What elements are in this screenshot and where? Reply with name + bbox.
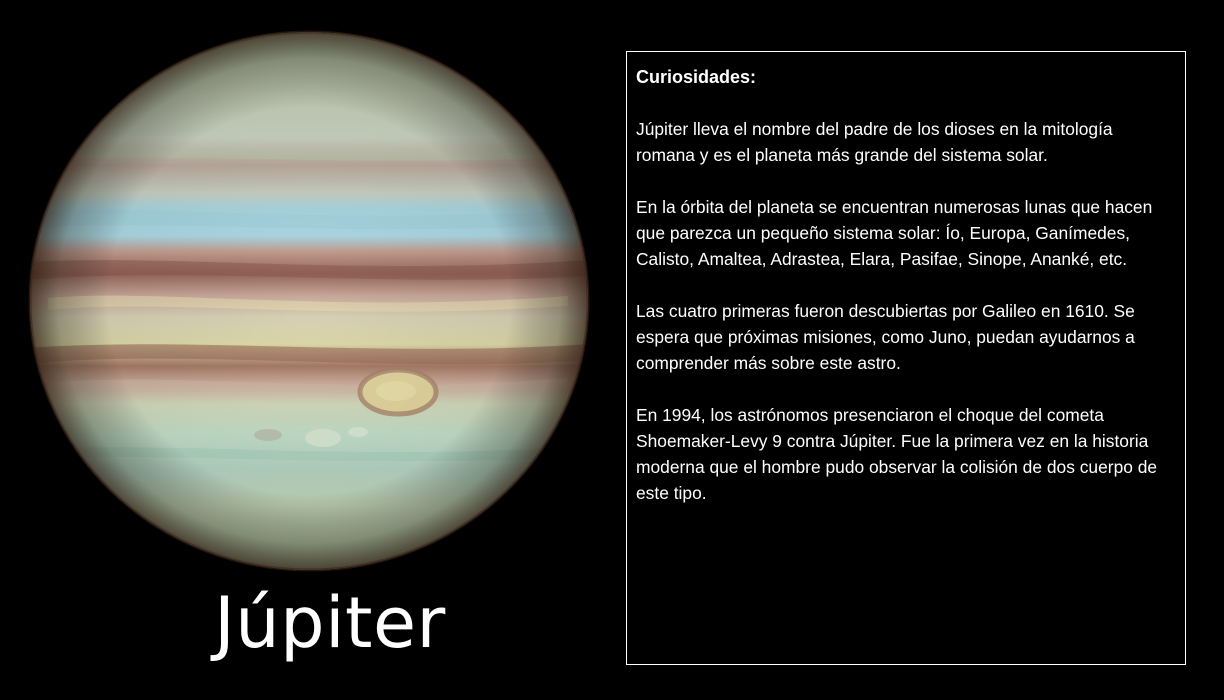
curiosity-paragraph: Júpiter lleva el nombre del padre de los dioses en la mitología romana y es el planeta más grande del sistema solar.	[636, 119, 1113, 165]
curiosity-paragraph: En la órbita del planeta se encuentran numerosas lunas que hacen que parezca un pequeño sistema solar: Ío, Europa, Ganímedes, Calisto, Amaltea, Adrastea, Elara, Pasifae, Sinope, Ananké, etc.	[636, 197, 1153, 269]
curiosities-heading: Curiosidades:	[636, 67, 757, 87]
curiosities-box	[626, 51, 1186, 665]
jupiter-illustration	[28, 30, 590, 572]
planet-title: Júpiter	[214, 582, 446, 664]
curiosity-paragraph: Las cuatro primeras fueron descubiertas por Galileo en 1610. Se espera que próximas misiones, como Juno, puedan ayudarnos a comprender más sobre este astro.	[636, 301, 1135, 373]
curiosity-paragraph: En 1994, los astrónomos presenciaron el choque del cometa Shoemaker-Levy 9 contra Júpiter. Fue la primera vez en la historia moderna que el hombre pudo observar la colisión de dos cuerpo de este tipo.	[636, 405, 1158, 503]
jupiter-image	[28, 30, 590, 572]
